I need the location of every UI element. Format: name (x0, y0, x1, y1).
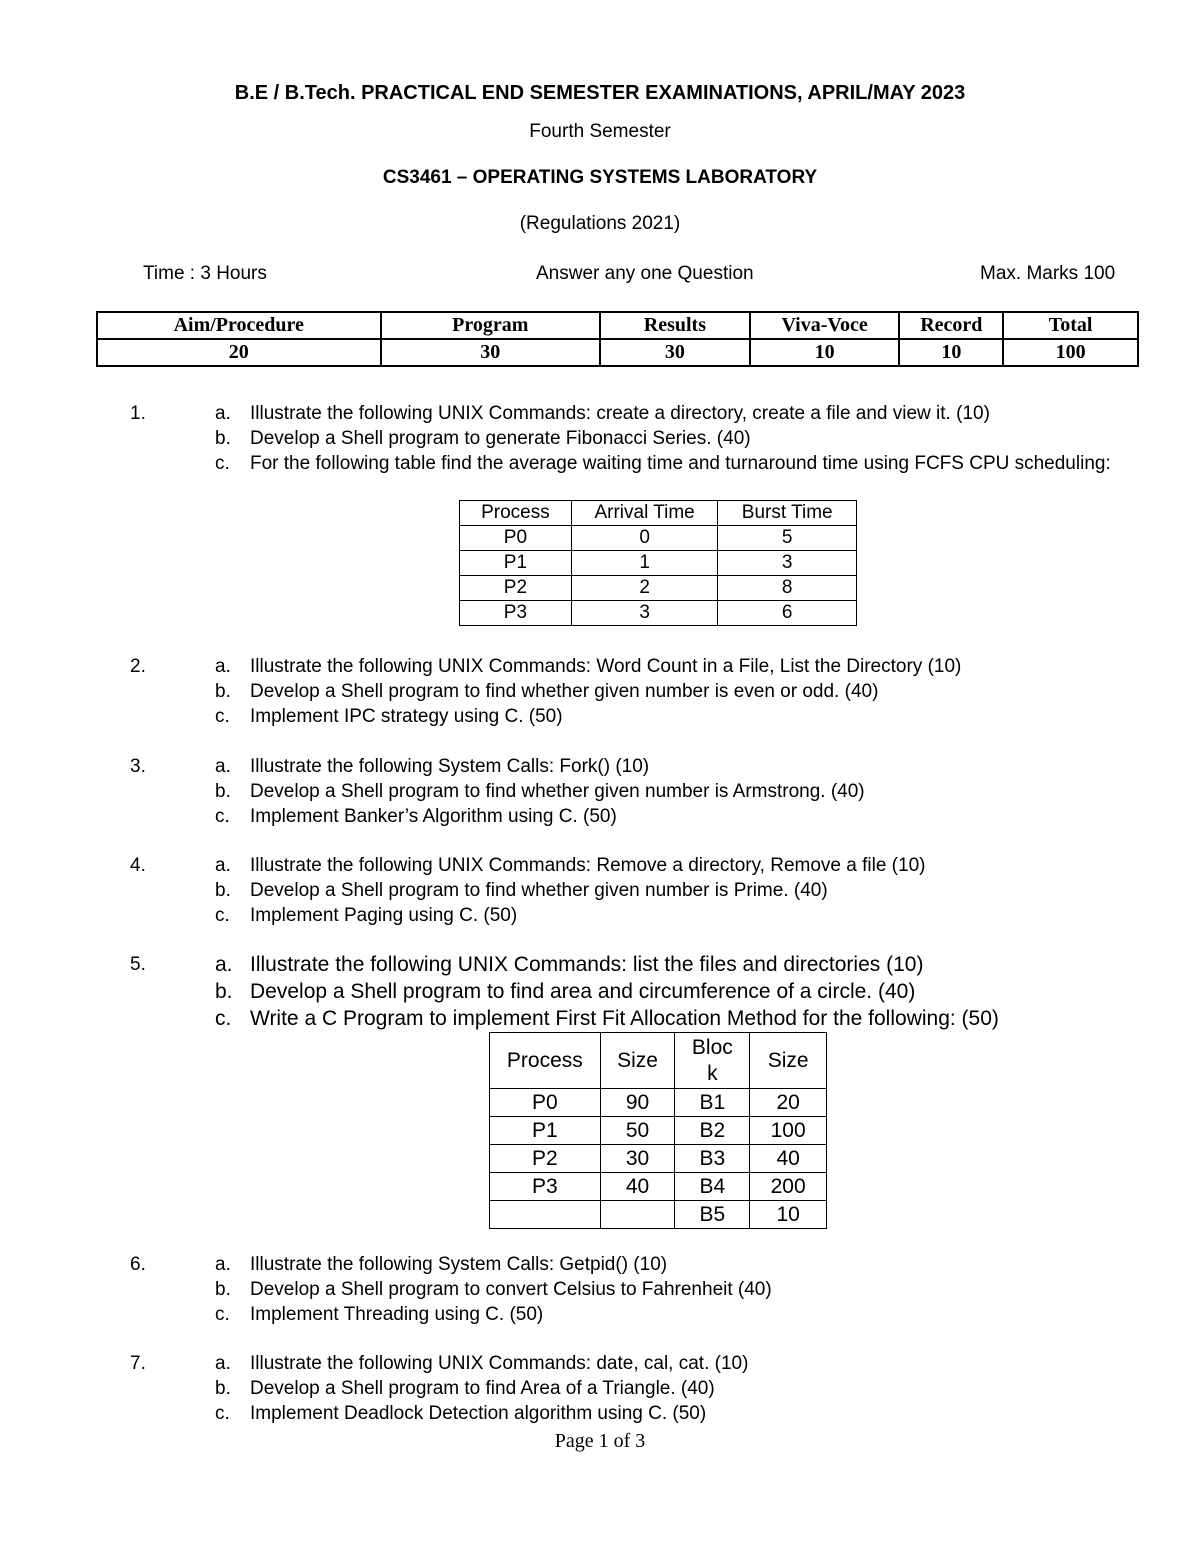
part-letter: c. (215, 806, 230, 827)
part-letter: c. (215, 1304, 230, 1325)
table-row (490, 1145, 827, 1173)
part-text: Illustrate the following UNIX Commands: create a directory, create a file and view it. (10) (250, 403, 990, 424)
part-letter: c. (215, 905, 230, 926)
table-header-row (490, 1033, 827, 1089)
part-letter: b. (215, 1279, 231, 1300)
table-cell: P0 (490, 1089, 601, 1117)
table-cell: 200 (750, 1173, 827, 1201)
part-letter: c. (215, 1007, 232, 1030)
part-letter: a. (215, 656, 231, 677)
table-header-cell: Process (460, 501, 572, 526)
part-letter: b. (215, 1378, 231, 1399)
part-letter: a. (215, 756, 231, 777)
table-cell: B2 (675, 1117, 750, 1145)
marks-value-row (97, 339, 1138, 366)
marks-table (96, 311, 1139, 367)
table-row (460, 551, 857, 576)
part-text: Develop a Shell program to find area and circumference of a circle. (40) (250, 980, 916, 1003)
instruction-label: Answer any one Question (536, 263, 754, 284)
part-text: Implement Threading using C. (50) (250, 1304, 544, 1325)
part-text: Implement Banker’s Algorithm using C. (50) (250, 806, 617, 827)
table-cell: 30 (600, 1145, 675, 1173)
table-header-cell: Arrival Time (571, 501, 718, 526)
part-text: Develop a Shell program to generate Fibonacci Series. (40) (250, 428, 751, 449)
table-cell: 100 (750, 1117, 827, 1145)
part-letter: a. (215, 953, 233, 976)
part-text: Implement Paging using C. (50) (250, 905, 518, 926)
table-header-row (460, 501, 857, 526)
table-cell: P2 (460, 576, 572, 601)
table-cell (490, 1201, 601, 1229)
part-letter: c. (215, 706, 230, 727)
question-number: 6. (130, 1254, 146, 1275)
table-cell: 6 (718, 601, 857, 626)
question-number: 3. (130, 756, 146, 777)
table-cell: B5 (675, 1201, 750, 1229)
table-cell: 10 (750, 1201, 827, 1229)
part-text: Develop a Shell program to convert Celsius to Fahrenheit (40) (250, 1279, 772, 1300)
marks-value-cell: 30 (600, 339, 750, 366)
table-header-cell: Process (490, 1033, 601, 1089)
marks-header-cell: Aim/Procedure (97, 312, 381, 339)
part-letter: c. (215, 1403, 230, 1424)
part-text: Develop a Shell program to find whether given number is Armstrong. (40) (250, 781, 865, 802)
marks-header-row (97, 312, 1138, 339)
table-cell: 0 (571, 526, 718, 551)
course-title: CS3461 – OPERATING SYSTEMS LABORATORY (382, 167, 818, 188)
table-cell: B3 (675, 1145, 750, 1173)
marks-header-cell: Results (600, 312, 750, 339)
part-text: Illustrate the following UNIX Commands: Remove a directory, Remove a file (10) (250, 855, 926, 876)
table-cell: B1 (675, 1089, 750, 1117)
time-label: Time : 3 Hours (143, 263, 267, 284)
table-cell: P0 (460, 526, 572, 551)
table-header-cell: Burst Time (718, 501, 857, 526)
table-header-cell: Size (600, 1033, 675, 1089)
question-number: 5. (130, 954, 146, 975)
marks-header-cell: Total (1003, 312, 1138, 339)
table-cell (600, 1201, 675, 1229)
part-text: Implement IPC strategy using C. (50) (250, 706, 563, 727)
marks-header-cell: Record (899, 312, 1003, 339)
question-number: 7. (130, 1353, 146, 1374)
part-text: Implement Deadlock Detection algorithm using C. (50) (250, 1403, 707, 1424)
part-text: For the following table find the average waiting time and turnaround time using FCFS CPU scheduling: (250, 453, 1111, 474)
table-cell: 3 (718, 551, 857, 576)
table-row (460, 576, 857, 601)
part-text: Illustrate the following System Calls: Fork() (10) (250, 756, 650, 777)
table-cell: 40 (600, 1173, 675, 1201)
part-letter: a. (215, 855, 231, 876)
table-cell: 3 (571, 601, 718, 626)
part-text: Develop a Shell program to find whether given number is Prime. (40) (250, 880, 828, 901)
part-letter: c. (215, 453, 230, 474)
table-cell: 1 (571, 551, 718, 576)
marks-value-cell: 10 (750, 339, 900, 366)
table-cell: P3 (460, 601, 572, 626)
part-letter: b. (215, 980, 233, 1003)
table-cell: 8 (718, 576, 857, 601)
table-row (490, 1173, 827, 1201)
table-cell: 50 (600, 1117, 675, 1145)
table-row (490, 1201, 827, 1229)
table-cell: 90 (600, 1089, 675, 1117)
table-row (460, 601, 857, 626)
question-number: 4. (130, 855, 146, 876)
table-cell: 2 (571, 576, 718, 601)
table-cell: 40 (750, 1145, 827, 1173)
marks-value-cell: 10 (899, 339, 1003, 366)
table-cell: P2 (490, 1145, 601, 1173)
marks-header-cell: Program (381, 312, 601, 339)
part-letter: b. (215, 681, 231, 702)
table-cell: P3 (490, 1173, 601, 1201)
fcfs-table (459, 500, 857, 626)
marks-value-cell: 20 (97, 339, 381, 366)
part-letter: a. (215, 403, 231, 424)
table-cell: P1 (490, 1117, 601, 1145)
part-text: Develop a Shell program to find Area of a Triangle. (40) (250, 1378, 715, 1399)
part-letter: a. (215, 1353, 231, 1374)
regulations-label: (Regulations 2021) (519, 213, 681, 234)
marks-value-cell: 100 (1003, 339, 1138, 366)
table-cell: 5 (718, 526, 857, 551)
table-row (490, 1117, 827, 1145)
page-number: Page 1 of 3 (554, 1430, 646, 1452)
table-cell: 20 (750, 1089, 827, 1117)
question-number: 2. (130, 656, 146, 677)
table-cell: P1 (460, 551, 572, 576)
max-marks-label: Max. Marks 100 (980, 263, 1116, 284)
part-text: Illustrate the following System Calls: Getpid() (10) (250, 1254, 668, 1275)
question-number: 1. (130, 403, 146, 424)
part-text: Write a C Program to implement First Fit Allocation Method for the following: (50) (250, 1007, 999, 1030)
part-text: Develop a Shell program to find whether given number is even or odd. (40) (250, 681, 879, 702)
table-cell: B4 (675, 1173, 750, 1201)
part-text: Illustrate the following UNIX Commands: Word Count in a File, List the Directory (10) (250, 656, 962, 677)
part-letter: b. (215, 428, 231, 449)
part-letter: b. (215, 781, 231, 802)
table-row (460, 526, 857, 551)
table-header-cell: Size (750, 1033, 827, 1089)
first-fit-table (489, 1032, 827, 1229)
semester-label: Fourth Semester (529, 121, 671, 142)
marks-header-cell: Viva-Voce (750, 312, 900, 339)
exam-title: B.E / B.Tech. PRACTICAL END SEMESTER EXAMINATIONS, APRIL/MAY 2023 (234, 82, 966, 104)
table-header-cell: Bloc k (675, 1033, 750, 1089)
part-letter: a. (215, 1254, 231, 1275)
part-letter: b. (215, 880, 231, 901)
part-text: Illustrate the following UNIX Commands: list the files and directories (10) (250, 953, 924, 976)
marks-value-cell: 30 (381, 339, 601, 366)
part-text: Illustrate the following UNIX Commands: date, cal, cat. (10) (250, 1353, 749, 1374)
table-row (490, 1089, 827, 1117)
